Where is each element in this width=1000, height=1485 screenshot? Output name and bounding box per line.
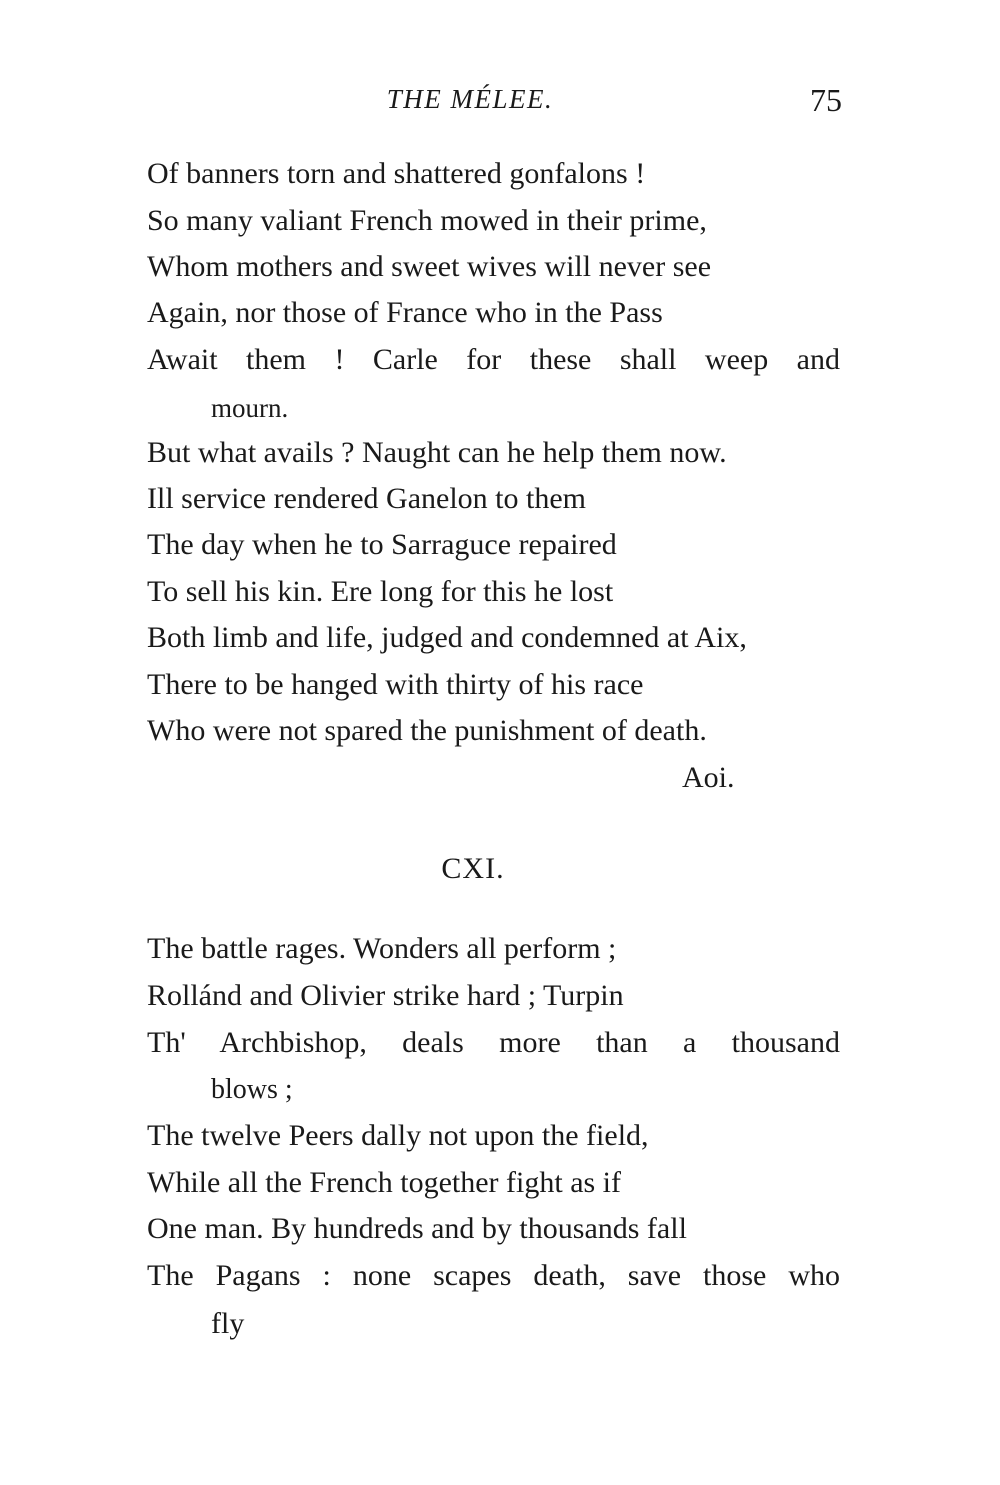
verse-line: One man. By hundreds and by thousands fall	[147, 1212, 687, 1245]
verse-line: Of banners torn and shattered gonfalons !	[147, 157, 646, 190]
page-header-title: THE MÉLEE.	[386, 84, 554, 114]
page-number: 75	[810, 82, 842, 118]
verse-line: Rollánd and Olivier strike hard ; Turpin	[147, 979, 624, 1012]
verse-line: While all the French together fight as if	[147, 1166, 622, 1199]
verse-line: So many valiant French mowed in their prime,	[147, 204, 707, 237]
section-heading	[0, 852, 1000, 886]
verse-line: Who were not spared the punishment of death.	[147, 714, 707, 747]
verse-line: Again, nor those of France who in the Pass	[147, 296, 663, 329]
verse-line: Ill service rendered Ganelon to them	[147, 482, 586, 515]
verse-line: Await them ! Carle for these shall weep and	[147, 343, 840, 376]
verse-line: Whom mothers and sweet wives will never see	[147, 250, 712, 283]
verse-line: Both limb and life, judged and condemned at Aix,	[147, 621, 747, 654]
refrain-aoi: Aoi.	[682, 761, 735, 794]
verse-line: Th' Archbishop, deals more than a thousand	[147, 1026, 840, 1059]
verse-line: The Pagans : none scapes death, save those who	[147, 1259, 840, 1292]
verse-line-continuation: blows ;	[211, 1074, 293, 1105]
section-heading-text: CXI.	[441, 852, 505, 885]
verse-line-continuation: fly	[211, 1307, 245, 1340]
verse-line: The twelve Peers dally not upon the field,	[147, 1119, 649, 1152]
verse-line: But what avails ? Naught can he help them now.	[147, 436, 727, 469]
verse-line: The battle rages. Wonders all perform ;	[147, 932, 617, 965]
verse-line: To sell his kin. Ere long for this he lost	[147, 575, 614, 608]
verse-line: There to be hanged with thirty of his race	[147, 668, 644, 701]
verse-line: The day when he to Sarraguce repaired	[147, 528, 617, 561]
verse-line-continuation: mourn.	[211, 393, 289, 423]
